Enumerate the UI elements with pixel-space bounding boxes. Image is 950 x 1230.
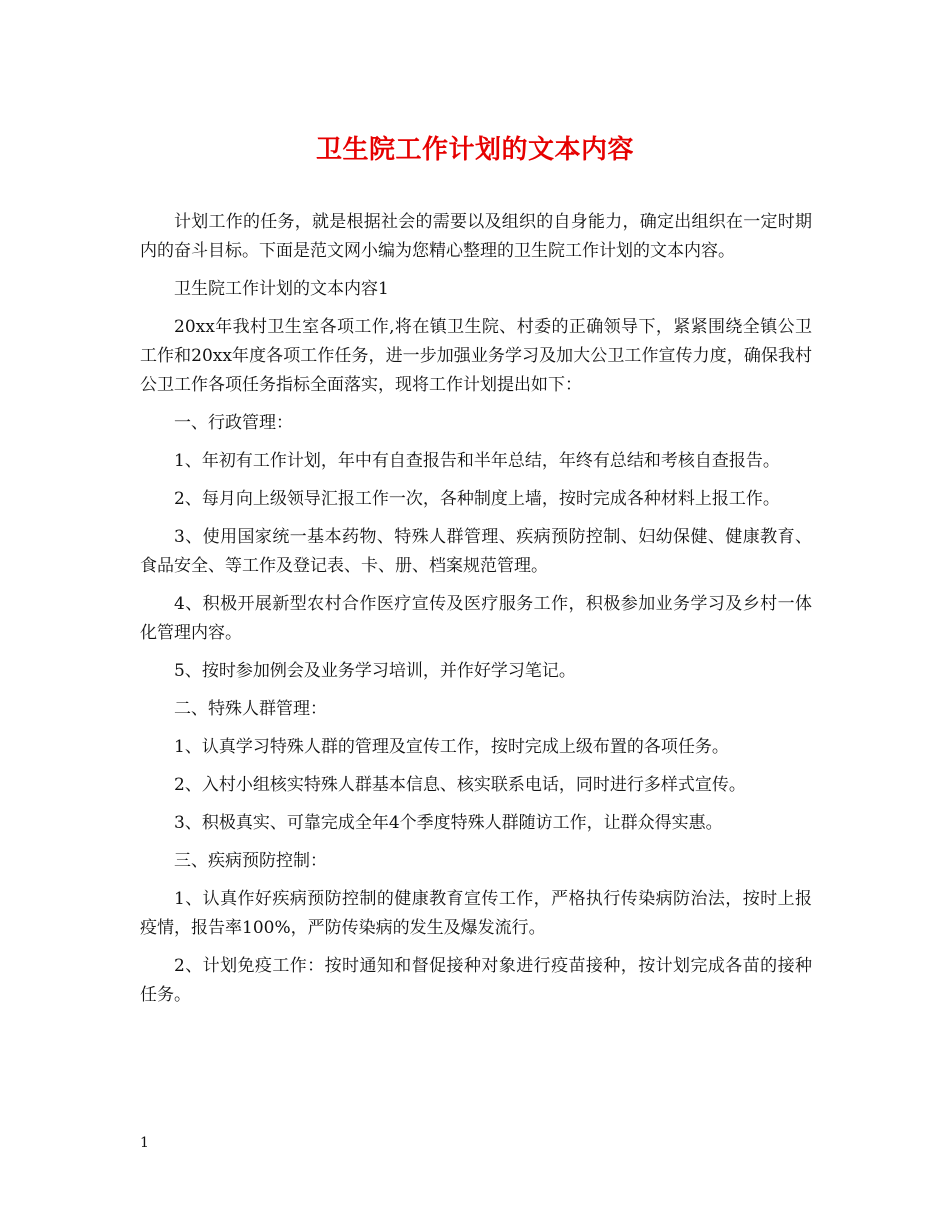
list-item: 1、年初有工作计划，年中有自查报告和半年总结，年终有总结和考核自查报告。 <box>174 451 780 471</box>
section-heading: 卫生院工作计划的文本内容1 <box>174 279 389 299</box>
list-item: 3、积极真实、可靠完成全年4个季度特殊人群随访工作，让群众得实惠。 <box>174 813 723 833</box>
list-item: 2、计划免疫工作：按时通知和督促接种对象进行疫苗接种，按计划完成各苗的接种任务。 <box>140 956 812 1005</box>
page-number: 1 <box>140 1135 149 1151</box>
list-item: 3、使用国家统一基本药物、特殊人群管理、疾病预防控制、妇幼保健、健康教育、食品安全、等工作及登记表、卡、册、档案规范管理。 <box>140 527 812 576</box>
list-item: 5、按时参加例会及业务学习培训，并作好学习笔记。 <box>174 661 576 681</box>
subsection-heading: 三、疾病预防控制： <box>174 851 327 871</box>
body-paragraph: 20xx年我村卫生室各项工作,将在镇卫生院、村委的正确领导下，紧紧围绕全镇公卫工作和20xx年度各项工作任务，进一步加强业务学习及加大公卫工作宣传力度，确保我村公卫工作各项任务指标全面落实，现将工作计划提出如下： <box>140 317 812 395</box>
list-item: 1、认真作好疾病预防控制的健康教育宣传工作，严格执行传染病防治法，按时上报疫情，报告率100%，严防传染病的发生及爆发流行。 <box>140 889 812 938</box>
subsection-heading: 一、行政管理： <box>174 413 293 433</box>
intro-paragraph: 计划工作的任务，就是根据社会的需要以及组织的自身能力，确定出组织在一定时期内的奋斗目标。下面是范文网小编为您精心整理的卫生院工作计划的文本内容。 <box>140 212 812 261</box>
document-title: 卫生院工作计划的文本内容 <box>315 135 634 165</box>
list-item: 2、每月向上级领导汇报工作一次，各种制度上墙，按时完成各种材料上报工作。 <box>174 489 780 509</box>
document-body <box>140 208 812 1019</box>
subsection-heading: 二、特殊人群管理： <box>174 699 327 719</box>
list-item: 2、入村小组核实特殊人群基本信息、核实联系电话，同时进行多样式宣传。 <box>174 775 746 795</box>
list-item: 4、积极开展新型农村合作医疗宣传及医疗服务工作，积极参加业务学习及乡村一体化管理内容。 <box>140 594 812 643</box>
list-item: 1、认真学习特殊人群的管理及宣传工作，按时完成上级布置的各项任务。 <box>174 737 729 757</box>
